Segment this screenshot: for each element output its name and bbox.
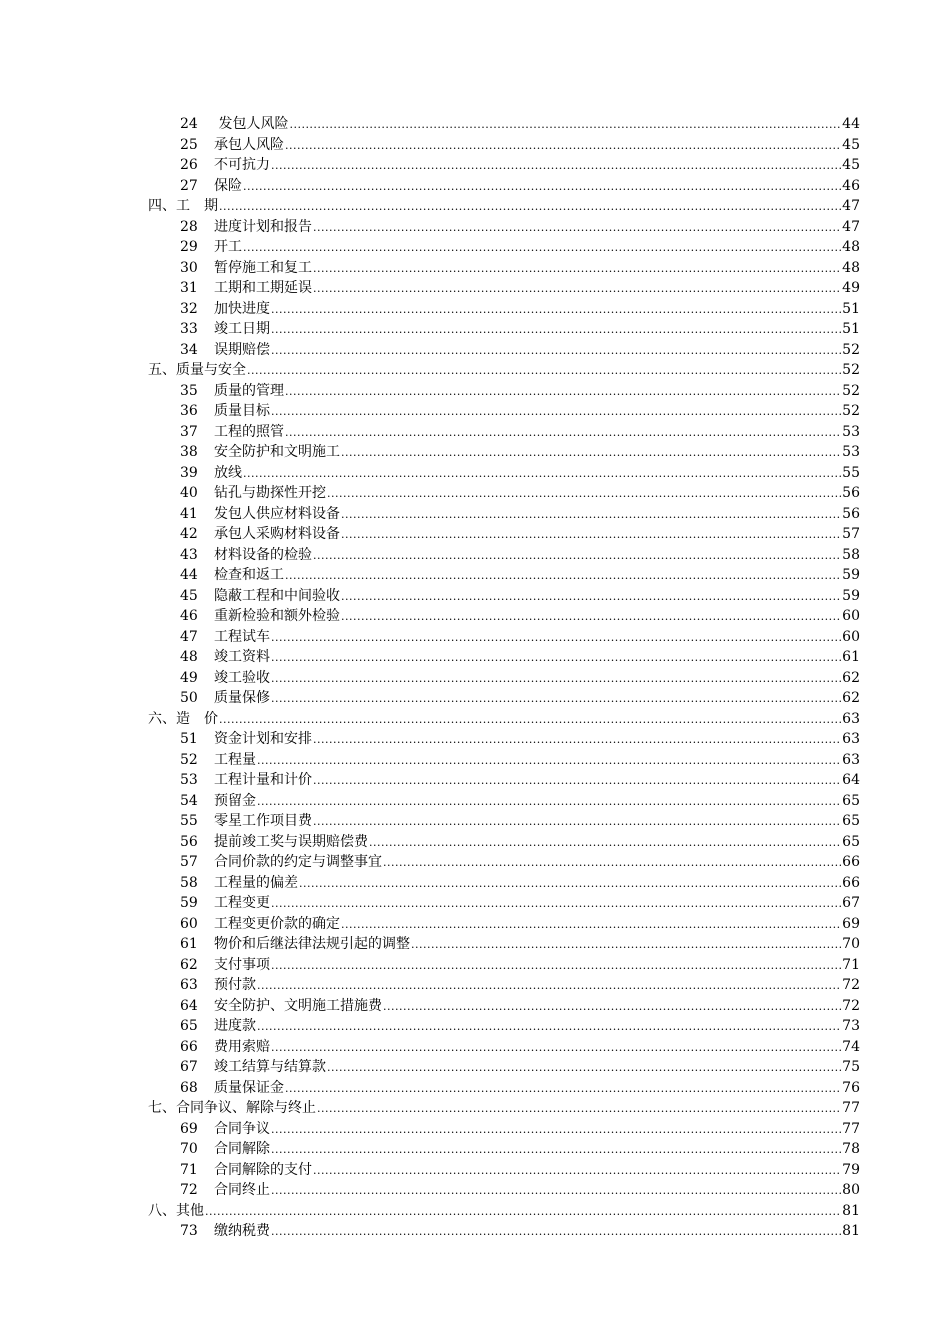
toc-entry-page-number: 48 xyxy=(842,239,860,255)
dot-leader xyxy=(341,443,841,463)
toc-entry[interactable] xyxy=(148,873,860,894)
toc-entry-page-number: 55 xyxy=(842,464,860,481)
toc-entry-title: 承包人风险 xyxy=(214,136,284,153)
toc-entry-title: 预付款 xyxy=(214,977,256,993)
dot-leader xyxy=(285,382,841,402)
toc-entry-number: 66 xyxy=(180,1038,198,1055)
toc-entry[interactable] xyxy=(148,114,860,135)
toc-entry-number: 73 xyxy=(180,1223,198,1239)
dot-leader xyxy=(219,197,841,217)
toc-entry-page-number: 52 xyxy=(842,341,860,358)
toc-entry-title: 八、其他 xyxy=(148,1202,204,1219)
toc-entry-page-number: 57 xyxy=(842,526,860,542)
toc-entry-title: 缴纳税费 xyxy=(214,1223,270,1239)
toc-entry[interactable] xyxy=(148,770,860,791)
toc-entry-number: 42 xyxy=(180,526,198,542)
toc-entry-title: 质量目标 xyxy=(214,403,270,419)
toc-entry[interactable] xyxy=(148,237,860,258)
toc-entry-number: 53 xyxy=(180,772,198,788)
toc-entry-page-number: 80 xyxy=(842,1182,860,1198)
toc-entry[interactable] xyxy=(148,319,860,340)
dot-leader xyxy=(271,894,841,914)
toc-entry[interactable] xyxy=(148,627,860,648)
toc-entry-number: 55 xyxy=(180,813,198,829)
toc-entry[interactable] xyxy=(148,1057,860,1078)
toc-entry-page-number: 52 xyxy=(842,382,860,399)
toc-entry-number: 49 xyxy=(180,669,198,686)
toc-entry[interactable] xyxy=(148,545,860,566)
dot-leader xyxy=(285,136,841,156)
toc-entry[interactable] xyxy=(148,401,860,422)
toc-entry-page-number: 48 xyxy=(842,259,860,276)
toc-entry-page-number: 63 xyxy=(842,751,860,768)
toc-entry-title: 工程试车 xyxy=(214,628,270,645)
toc-entry-number: 43 xyxy=(180,546,198,563)
toc-entry-number: 34 xyxy=(180,341,198,358)
toc-entry-page-number: 66 xyxy=(842,874,860,891)
toc-entry-number: 67 xyxy=(180,1059,198,1075)
toc-entry-page-number: 77 xyxy=(842,1120,860,1137)
toc-entry-page-number: 61 xyxy=(842,649,860,665)
toc-entry[interactable] xyxy=(148,1037,860,1058)
toc-entry-title: 工期和工期延误 xyxy=(214,280,312,296)
toc-entry[interactable] xyxy=(148,524,860,545)
dot-leader xyxy=(341,607,841,627)
toc-entry[interactable] xyxy=(148,565,860,586)
toc-entry-number: 58 xyxy=(180,874,198,891)
dot-leader xyxy=(341,915,841,935)
toc-entry-number: 37 xyxy=(180,423,198,440)
toc-entry[interactable] xyxy=(148,934,860,955)
toc-entry-title: 工程的照管 xyxy=(214,423,284,440)
toc-entry-page-number: 71 xyxy=(842,956,860,973)
dot-leader xyxy=(289,115,841,135)
toc-entry-title: 提前竣工奖与误期赔偿费 xyxy=(214,833,368,850)
dot-leader xyxy=(327,1058,841,1078)
toc-entry-title: 竣工日期 xyxy=(214,321,270,337)
dot-leader xyxy=(299,874,841,894)
toc-entry-title: 支付事项 xyxy=(214,956,270,973)
dot-leader xyxy=(271,1038,841,1058)
toc-entry-page-number: 72 xyxy=(842,977,860,993)
toc-entry-title: 工程变更价款的确定 xyxy=(214,915,340,932)
toc-entry[interactable] xyxy=(148,278,860,299)
dot-leader xyxy=(341,525,841,545)
toc-entry-title: 隐蔽工程和中间验收 xyxy=(214,587,340,604)
toc-entry[interactable] xyxy=(148,1180,860,1201)
toc-entry[interactable] xyxy=(148,975,860,996)
toc-entry-page-number: 77 xyxy=(842,1100,860,1116)
dot-leader xyxy=(271,402,841,422)
toc-entry[interactable] xyxy=(148,1160,860,1181)
toc-entry-number: 57 xyxy=(180,854,198,870)
dot-leader xyxy=(313,279,841,299)
toc-entry-page-number: 60 xyxy=(842,628,860,645)
dot-leader xyxy=(271,1120,841,1140)
dot-leader xyxy=(271,956,841,976)
dot-leader xyxy=(271,1140,841,1160)
toc-entry-page-number: 65 xyxy=(842,813,860,829)
dot-leader xyxy=(341,505,841,525)
toc-entry-title: 竣工结算与结算款 xyxy=(214,1059,326,1075)
toc-entry-page-number: 81 xyxy=(842,1223,860,1239)
toc-entry-number: 54 xyxy=(180,792,198,809)
toc-entry-title: 质量保证金 xyxy=(214,1079,284,1096)
toc-entry[interactable] xyxy=(148,811,860,832)
toc-entry-number: 64 xyxy=(180,997,198,1014)
toc-entry-number: 41 xyxy=(180,505,198,522)
dot-leader xyxy=(313,812,841,832)
toc-entry[interactable] xyxy=(148,750,860,771)
toc-entry-page-number: 44 xyxy=(842,116,860,132)
toc-entry-number: 44 xyxy=(180,567,198,583)
toc-entry-number: 32 xyxy=(180,300,198,317)
toc-entry-title: 保险 xyxy=(214,177,242,194)
toc-entry-title: 竣工资料 xyxy=(214,649,270,665)
toc-entry-number: 27 xyxy=(180,177,198,194)
toc-entry[interactable] xyxy=(148,647,860,668)
toc-entry[interactable] xyxy=(148,852,860,873)
toc-entry-page-number: 51 xyxy=(842,321,860,337)
toc-entry-title: 质量的管理 xyxy=(214,382,284,399)
toc-entry-title: 四、工 期 xyxy=(148,198,218,214)
dot-leader xyxy=(327,484,841,504)
toc-entry[interactable] xyxy=(148,955,860,976)
toc-entry[interactable] xyxy=(148,155,860,176)
toc-entry-title: 加快进度 xyxy=(214,300,270,317)
toc-entry[interactable] xyxy=(148,1016,860,1037)
toc-entry-number: 71 xyxy=(180,1161,198,1178)
dot-leader xyxy=(243,238,841,258)
toc-entry-number: 46 xyxy=(180,608,198,624)
toc-entry-number: 39 xyxy=(180,464,198,481)
toc-entry-title: 合同争议 xyxy=(214,1120,270,1137)
toc-entry[interactable] xyxy=(148,893,860,914)
dot-leader xyxy=(313,771,841,791)
toc-entry-page-number: 65 xyxy=(842,833,860,850)
toc-entry-page-number: 58 xyxy=(842,546,860,563)
toc-entry[interactable] xyxy=(148,442,860,463)
toc-entry-title: 重新检验和额外检验 xyxy=(214,608,340,624)
dot-leader xyxy=(205,1202,841,1222)
toc-entry-number: 51 xyxy=(180,731,198,747)
toc-entry-title: 工程量的偏差 xyxy=(214,874,298,891)
toc-entry-page-number: 62 xyxy=(842,690,860,706)
toc-entry[interactable] xyxy=(148,606,860,627)
dot-leader xyxy=(313,259,841,279)
toc-entry-title: 安全防护和文明施工 xyxy=(214,444,340,460)
toc-section-entry[interactable] xyxy=(148,1098,860,1119)
dot-leader xyxy=(285,423,841,443)
toc-entry-number: 29 xyxy=(180,239,198,255)
toc-entry-number: 60 xyxy=(180,915,198,932)
toc-entry-title: 材料设备的检验 xyxy=(214,546,312,563)
dot-leader xyxy=(257,792,841,812)
toc-entry-number: 38 xyxy=(180,444,198,460)
toc-entry-title: 暂停施工和复工 xyxy=(214,259,312,276)
toc-entry-number: 28 xyxy=(180,218,198,235)
toc-entry-title: 零星工作项目费 xyxy=(214,813,312,829)
toc-entry-number: 72 xyxy=(180,1182,198,1198)
dot-leader xyxy=(257,751,841,771)
dot-leader xyxy=(313,546,841,566)
toc-entry-title: 费用索赔 xyxy=(214,1038,270,1055)
dot-leader xyxy=(285,1079,841,1099)
toc-entry-page-number: 65 xyxy=(842,792,860,809)
toc-entry[interactable] xyxy=(148,668,860,689)
toc-entry-number: 61 xyxy=(180,936,198,952)
toc-entry-title: 进度计划和报告 xyxy=(214,218,312,235)
toc-entry-number: 52 xyxy=(180,751,198,768)
toc-entry-page-number: 53 xyxy=(842,444,860,460)
dot-leader xyxy=(341,587,841,607)
toc-entry-title: 资金计划和安排 xyxy=(214,731,312,747)
toc-entry-number: 48 xyxy=(180,649,198,665)
toc-entry-title: 合同终止 xyxy=(214,1182,270,1198)
toc-entry-number: 56 xyxy=(180,833,198,850)
toc-entry-title: 工程量 xyxy=(214,751,256,768)
toc-entry-page-number: 64 xyxy=(842,772,860,788)
toc-entry-title: 进度款 xyxy=(214,1018,256,1034)
toc-entry[interactable] xyxy=(148,340,860,361)
toc-entry[interactable] xyxy=(148,996,860,1017)
toc-entry[interactable] xyxy=(148,258,860,279)
dot-leader xyxy=(317,1099,841,1119)
dot-leader xyxy=(271,628,841,648)
toc-entry-title: 承包人采购材料设备 xyxy=(214,526,340,542)
toc-entry-number: 45 xyxy=(180,587,198,604)
toc-entry[interactable] xyxy=(148,504,860,525)
toc-entry-title: 发包人风险 xyxy=(214,116,289,132)
toc-entry-number: 62 xyxy=(180,956,198,973)
toc-entry-title: 安全防护、文明施工措施费 xyxy=(214,997,382,1014)
toc-section-entry[interactable] xyxy=(148,1201,860,1222)
toc-entry-title: 不可抗力 xyxy=(214,157,270,173)
toc-entry-page-number: 63 xyxy=(842,710,860,727)
toc-section-entry[interactable] xyxy=(148,709,860,730)
toc-entry-title: 工程计量和计价 xyxy=(214,772,312,788)
toc-entry-page-number: 60 xyxy=(842,608,860,624)
toc-entry-page-number: 56 xyxy=(842,505,860,522)
toc-entry[interactable] xyxy=(148,135,860,156)
toc-entry-page-number: 47 xyxy=(842,198,860,214)
toc-entry[interactable] xyxy=(148,1119,860,1140)
toc-entry-page-number: 78 xyxy=(842,1141,860,1157)
toc-entry[interactable] xyxy=(148,381,860,402)
toc-entry-number: 40 xyxy=(180,485,198,501)
toc-entry-page-number: 62 xyxy=(842,669,860,686)
toc-entry[interactable] xyxy=(148,729,860,750)
dot-leader xyxy=(313,1161,841,1181)
toc-entry-number: 69 xyxy=(180,1120,198,1137)
toc-entry-number: 31 xyxy=(180,280,198,296)
toc-entry[interactable] xyxy=(148,791,860,812)
toc-entry-title: 发包人供应材料设备 xyxy=(214,505,340,522)
toc-entry[interactable] xyxy=(148,1139,860,1160)
toc-entry-title: 检查和返工 xyxy=(214,567,284,583)
toc-entry-number: 68 xyxy=(180,1079,198,1096)
dot-leader xyxy=(383,853,841,873)
toc-entry-page-number: 45 xyxy=(842,136,860,153)
toc-entry-page-number: 69 xyxy=(842,915,860,932)
toc-entry-page-number: 52 xyxy=(842,403,860,419)
toc-entry-title: 质量保修 xyxy=(214,690,270,706)
dot-leader xyxy=(271,341,841,361)
dot-leader xyxy=(285,566,841,586)
toc-entry-page-number: 72 xyxy=(842,997,860,1014)
dot-leader xyxy=(271,1222,841,1242)
dot-leader xyxy=(257,1017,841,1037)
toc-entry-number: 33 xyxy=(180,321,198,337)
toc-entry-page-number: 52 xyxy=(842,362,860,378)
toc-entry-title: 七、合同争议、解除与终止 xyxy=(148,1100,316,1116)
toc-entry-page-number: 81 xyxy=(842,1202,860,1219)
toc-entry-page-number: 56 xyxy=(842,485,860,501)
toc-entry-title: 合同解除的支付 xyxy=(214,1161,312,1178)
toc-entry[interactable] xyxy=(148,688,860,709)
dot-leader xyxy=(411,935,841,955)
dot-leader xyxy=(383,997,841,1017)
toc-entry-page-number: 76 xyxy=(842,1079,860,1096)
toc-entry[interactable] xyxy=(148,463,860,484)
dot-leader xyxy=(271,1181,841,1201)
toc-entry-page-number: 66 xyxy=(842,854,860,870)
toc-entry-title: 钻孔与勘探性开挖 xyxy=(214,485,326,501)
dot-leader xyxy=(271,669,841,689)
toc-entry[interactable] xyxy=(148,422,860,443)
table-of-contents xyxy=(148,114,860,1242)
toc-entry-page-number: 59 xyxy=(842,567,860,583)
toc-entry-title: 物价和后继法律法规引起的调整 xyxy=(214,936,410,952)
toc-entry-page-number: 49 xyxy=(842,280,860,296)
toc-entry-number: 24 xyxy=(180,116,198,132)
toc-entry-number: 63 xyxy=(180,977,198,993)
toc-entry-number: 26 xyxy=(180,157,198,173)
toc-entry[interactable] xyxy=(148,914,860,935)
toc-entry[interactable] xyxy=(148,1221,860,1242)
dot-leader xyxy=(271,156,841,176)
toc-entry-page-number: 75 xyxy=(842,1059,860,1075)
toc-entry-number: 35 xyxy=(180,382,198,399)
toc-entry-page-number: 47 xyxy=(842,218,860,235)
dot-leader xyxy=(313,218,841,238)
toc-entry-number: 50 xyxy=(180,690,198,706)
toc-entry-page-number: 45 xyxy=(842,157,860,173)
toc-entry-number: 65 xyxy=(180,1018,198,1034)
toc-entry-number: 47 xyxy=(180,628,198,645)
toc-section-entry[interactable] xyxy=(148,196,860,217)
dot-leader xyxy=(243,177,841,197)
toc-entry[interactable] xyxy=(148,483,860,504)
toc-entry-number: 30 xyxy=(180,259,198,276)
toc-entry-page-number: 74 xyxy=(842,1038,860,1055)
toc-entry[interactable] xyxy=(148,1078,860,1099)
toc-entry-number: 70 xyxy=(180,1141,198,1157)
toc-entry-page-number: 79 xyxy=(842,1161,860,1178)
toc-entry-page-number: 53 xyxy=(842,423,860,440)
dot-leader xyxy=(271,648,841,668)
toc-entry-title: 开工 xyxy=(214,239,242,255)
toc-entry[interactable] xyxy=(148,217,860,238)
toc-entry-title: 工程变更 xyxy=(214,895,270,911)
toc-entry[interactable] xyxy=(148,832,860,853)
toc-entry[interactable] xyxy=(148,176,860,197)
dot-leader xyxy=(243,464,841,484)
toc-entry-title: 误期赔偿 xyxy=(214,341,270,358)
dot-leader xyxy=(271,300,841,320)
toc-entry-title: 预留金 xyxy=(214,792,256,809)
dot-leader xyxy=(369,833,841,853)
dot-leader xyxy=(271,689,841,709)
dot-leader xyxy=(247,361,841,381)
toc-section-entry[interactable] xyxy=(148,360,860,381)
toc-entry-page-number: 73 xyxy=(842,1018,860,1034)
toc-entry-page-number: 46 xyxy=(842,177,860,194)
dot-leader xyxy=(313,730,841,750)
toc-entry-page-number: 51 xyxy=(842,300,860,317)
toc-entry-number: 59 xyxy=(180,895,198,911)
toc-entry-page-number: 63 xyxy=(842,731,860,747)
toc-entry[interactable] xyxy=(148,586,860,607)
dot-leader xyxy=(257,976,841,996)
toc-entry-title: 竣工验收 xyxy=(214,669,270,686)
toc-entry[interactable] xyxy=(148,299,860,320)
toc-entry-title: 五、质量与安全 xyxy=(148,362,246,378)
toc-entry-title: 六、造 价 xyxy=(148,710,218,727)
toc-entry-title: 放线 xyxy=(214,464,242,481)
toc-entry-number: 25 xyxy=(180,136,198,153)
toc-entry-title: 合同解除 xyxy=(214,1141,270,1157)
toc-entry-page-number: 59 xyxy=(842,587,860,604)
toc-entry-page-number: 67 xyxy=(842,895,860,911)
toc-entry-number: 36 xyxy=(180,403,198,419)
toc-entry-page-number: 70 xyxy=(842,936,860,952)
dot-leader xyxy=(271,320,841,340)
dot-leader xyxy=(219,710,841,730)
toc-entry-title: 合同价款的约定与调整事宜 xyxy=(214,854,382,870)
